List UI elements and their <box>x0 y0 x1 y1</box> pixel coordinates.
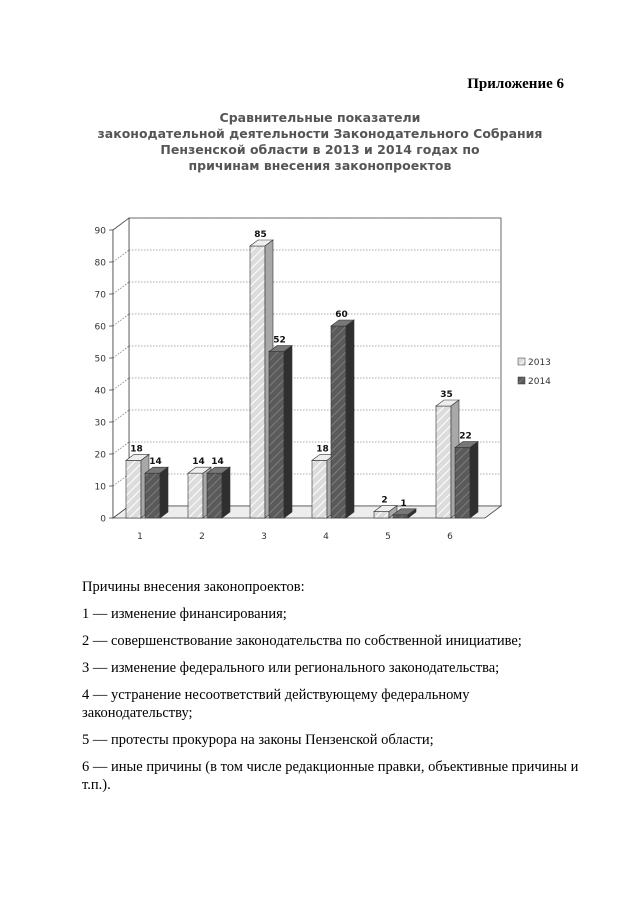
x-tick-label: 6 <box>447 532 453 542</box>
y-tick-label: 40 <box>94 386 106 397</box>
bar-2014-front <box>207 473 222 518</box>
chart-title-line: законодательной деятельности Законодательного Собрания <box>97 126 543 141</box>
data-label: 35 <box>440 390 453 400</box>
reasons-list <box>82 578 582 803</box>
y-tick-label: 70 <box>94 290 106 301</box>
chart-title-line: причинам внесения законопроектов <box>188 158 452 173</box>
reason-item: 4 — устранение несоответствий действующему федеральному законодательству; <box>82 687 470 721</box>
bar-2013-front <box>374 512 389 518</box>
reason-item: 5 — протесты прокурора на законы Пензенской области; <box>82 732 434 748</box>
data-label: 2 <box>381 495 388 506</box>
legend-swatch-2013 <box>518 358 525 365</box>
bar-2013-front <box>126 460 141 518</box>
bar-2013-front <box>188 473 203 518</box>
data-label: 52 <box>273 335 286 346</box>
x-tick-label: 1 <box>137 532 143 542</box>
bar-chart <box>80 210 580 550</box>
bar-2013-front <box>436 406 451 518</box>
bar-2013-front <box>250 246 265 518</box>
data-label: 14 <box>192 457 205 468</box>
y-tick-label: 90 <box>94 226 106 237</box>
bar-2014-side <box>346 320 354 518</box>
bar-2014-side <box>470 442 478 518</box>
data-label: 14 <box>211 457 224 468</box>
y-tick-label: 50 <box>94 354 106 365</box>
data-label: 18 <box>130 444 143 455</box>
bar-2014-front <box>455 448 470 518</box>
reason-item: 3 — изменение федерального или регионального законодательства; <box>82 660 500 676</box>
bar-2014-side <box>222 467 230 518</box>
appendix-label: Приложение 6 <box>467 76 564 92</box>
data-label: 85 <box>254 230 267 240</box>
legend-label: 2013 <box>528 358 551 368</box>
data-label: 1 <box>400 498 407 509</box>
reason-item: 1 — изменение финансирования; <box>82 606 287 622</box>
reason-item: 6 — иные причины (в том числе редакционные правки, объективные причины и т.п.). <box>82 759 579 793</box>
legend-label: 2014 <box>528 377 551 387</box>
reason-item: 2 — совершенствование законодательства по собственной инициативе; <box>82 633 522 649</box>
y-tick-label: 10 <box>94 482 106 493</box>
bar-2014-front <box>331 326 346 518</box>
bar-2014-front <box>269 352 284 518</box>
data-label: 18 <box>316 444 329 455</box>
y-tick-label: 0 <box>100 514 106 525</box>
bar-2014-front <box>393 515 408 518</box>
x-tick-label: 4 <box>323 532 329 542</box>
bar-2013-front <box>312 460 327 518</box>
bar-2014-side <box>160 467 168 518</box>
y-tick-label: 20 <box>94 450 106 461</box>
x-tick-label: 5 <box>385 532 391 542</box>
data-label: 60 <box>335 310 348 320</box>
chart-title-line: Пензенской области в 2013 и 2014 годах по <box>160 142 480 157</box>
x-tick-label: 3 <box>261 532 267 542</box>
chart-title-line: Сравнительные показатели <box>219 110 421 125</box>
bar-2014-side <box>284 346 292 518</box>
data-label: 22 <box>459 431 472 442</box>
data-label: 14 <box>149 457 162 468</box>
y-tick-label: 60 <box>94 322 106 333</box>
y-tick-label: 30 <box>94 418 106 429</box>
legend-swatch-2014 <box>518 377 525 384</box>
x-tick-label: 2 <box>199 532 205 542</box>
y-tick-label: 80 <box>94 258 106 269</box>
bar-2014-front <box>145 473 160 518</box>
reasons-intro: Причины внесения законопроектов: <box>82 579 305 595</box>
chart-title <box>60 110 580 174</box>
